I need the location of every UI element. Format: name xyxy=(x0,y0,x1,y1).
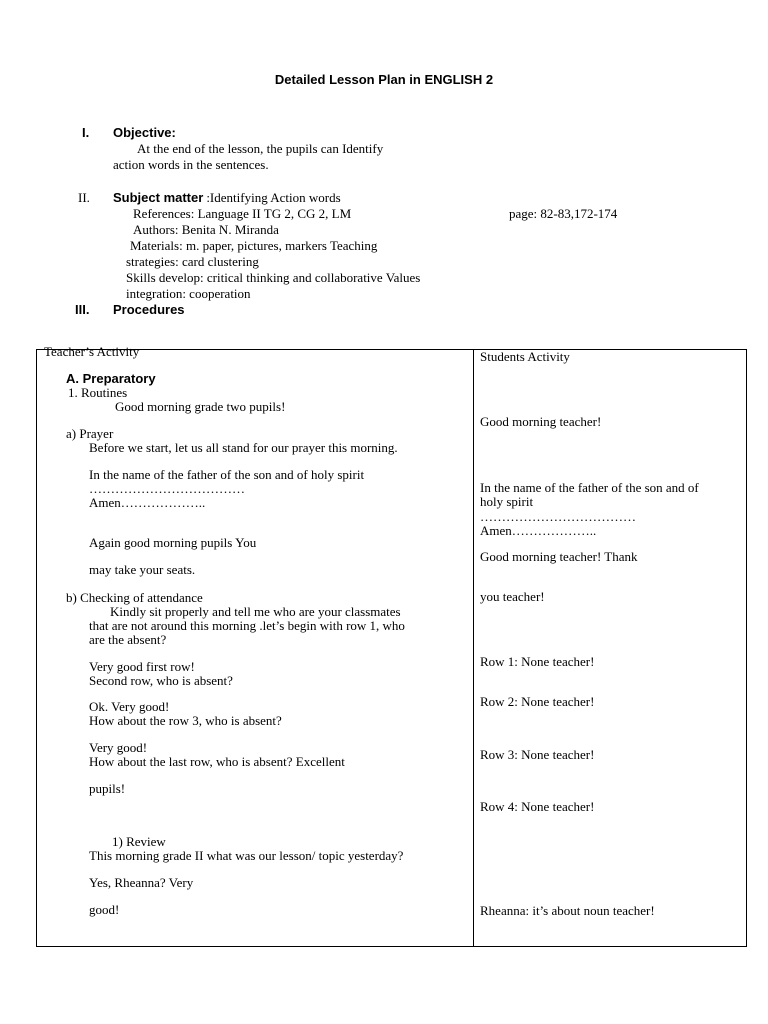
procedures-numeral: III. xyxy=(75,302,90,317)
subject-page: page: 82-83,172-174 xyxy=(509,206,618,221)
students-greeting: Good morning teacher! xyxy=(480,414,602,429)
teacher-prayer-1: Before we start, let us all stand for our prayer this morning. xyxy=(89,440,398,455)
students-row1: Row 1: None teacher! xyxy=(480,654,595,669)
teacher-row2-b: How about the row 3, who is absent? xyxy=(89,713,282,728)
document-title: Detailed Lesson Plan in ENGLISH 2 xyxy=(274,72,494,87)
routines-label: 1. Routines xyxy=(68,385,128,400)
review-label: 1) Review xyxy=(112,834,166,849)
subject-materials: Materials: m. paper, pictures, markers Teaching xyxy=(130,238,378,253)
teacher-attendance-1: Kindly sit properly and tell me who are your classmates xyxy=(110,604,401,619)
subject-authors: Authors: Benita N. Miranda xyxy=(133,222,279,237)
objective-line-2: action words in the sentences. xyxy=(113,157,269,172)
students-row3: Row 3: None teacher! xyxy=(480,747,595,762)
students-prayer-2: holy spirit xyxy=(480,494,534,509)
table-column-divider xyxy=(473,349,474,947)
teacher-row3-a: Very good! xyxy=(89,740,148,755)
teacher-row1-b: Second row, who is absent? xyxy=(89,673,233,688)
objective-numeral: I. xyxy=(82,125,90,140)
teacher-review-3: good! xyxy=(89,902,120,917)
procedures-heading: Procedures xyxy=(113,302,185,317)
subject-strategies: strategies: card clustering xyxy=(126,254,259,269)
students-prayer-amen: Amen……………….. xyxy=(480,523,597,538)
teacher-row2-a: Ok. Very good! xyxy=(89,699,170,714)
subject-heading: Subject matter xyxy=(113,190,204,205)
teacher-again-1: Again good morning pupils You xyxy=(89,535,257,550)
subject-integration: integration: cooperation xyxy=(126,286,251,301)
teacher-attendance-3: are the absent? xyxy=(89,632,167,647)
prayer-label: a) Prayer xyxy=(66,426,114,441)
subject-skills: Skills develop: critical thinking and collaborative Values xyxy=(126,270,421,285)
teacher-again-2: may take your seats. xyxy=(89,562,196,577)
subject-heading-line xyxy=(113,190,341,205)
students-rheanna: Rheanna: it’s about noun teacher! xyxy=(480,903,655,918)
objective-heading: Objective: xyxy=(113,125,176,140)
teacher-activity-header: Teacher’s Activity xyxy=(44,344,140,359)
section-preparatory: A. Preparatory xyxy=(66,371,156,386)
students-row4: Row 4: None teacher! xyxy=(480,799,595,814)
subject-topic: :Identifying Action words xyxy=(206,190,341,205)
subject-references: References: Language II TG 2, CG 2, LM xyxy=(133,206,352,221)
teacher-greeting: Good morning grade two pupils! xyxy=(115,399,286,414)
teacher-prayer-amen: Amen……………….. xyxy=(89,495,206,510)
students-activity-header: Students Activity xyxy=(480,349,570,364)
objective-line-1: At the end of the lesson, the pupils can Identify xyxy=(137,141,384,156)
teacher-review-1: This morning grade II what was our lesson/ topic yesterday? xyxy=(89,848,404,863)
teacher-row3-b: How about the last row, who is absent? Excellent xyxy=(89,754,345,769)
teacher-prayer-2: In the name of the father of the son and of holy spirit xyxy=(89,467,365,482)
teacher-prayer-dots: ……………………………… xyxy=(89,481,245,496)
teacher-row1-a: Very good first row! xyxy=(89,659,195,674)
teacher-attendance-2: that are not around this morning .let’s begin with row 1, who xyxy=(89,618,405,633)
teacher-review-2: Yes, Rheanna? Very xyxy=(89,875,194,890)
students-thank-1: Good morning teacher! Thank xyxy=(480,549,638,564)
students-prayer-1: In the name of the father of the son and of xyxy=(480,480,699,495)
students-prayer-dots: ……………………………… xyxy=(480,509,636,524)
students-row2: Row 2: None teacher! xyxy=(480,694,595,709)
subject-numeral: II. xyxy=(78,190,90,205)
students-thank-2: you teacher! xyxy=(480,589,545,604)
attendance-label: b) Checking of attendance xyxy=(66,590,203,605)
teacher-row3-c: pupils! xyxy=(89,781,126,796)
